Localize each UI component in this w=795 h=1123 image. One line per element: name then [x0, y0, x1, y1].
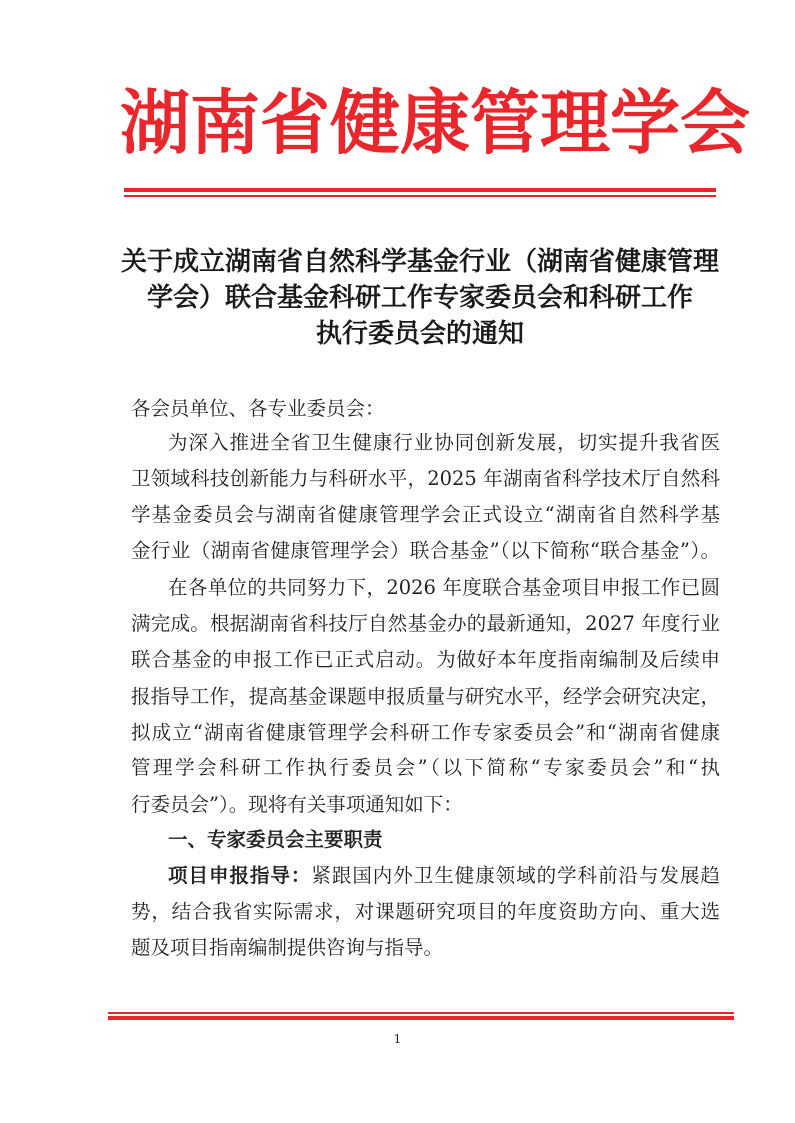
footer-rule-thin [108, 1012, 734, 1014]
body-line: 满完成。根据湖南省科技厅自然基金办的最新通知，2027 年度行业 [131, 612, 720, 635]
body-line: 在各单位的共同努力下，2026 年度联合基金项目申报工作已圆 [168, 576, 720, 599]
title-line: 关于成立湖南省自然科学基金行业（湖南省健康管理 [120, 247, 719, 277]
footer-rule-thick [108, 1016, 734, 1020]
body-line: 金行业（湖南省健康管理学会）联合基金”（以下简称“联合基金”）。 [131, 539, 720, 562]
body-line: 学基金委员会与湖南省健康管理学会正式设立“湖南省自然科学基 [131, 503, 720, 526]
body-line: 为深入推进全省卫生健康行业协同创新发展，切实提升我省医 [168, 431, 720, 454]
body-line: 联合基金的申报工作已正式启动。为做好本年度指南编制及后续申 [131, 648, 720, 671]
page-number: 1 [393, 1032, 402, 1046]
body-line: 题及项目指南编制提供咨询与指导。 [131, 936, 444, 959]
body-line: 行委员会”）。现将有关事项通知如下： [131, 793, 463, 816]
body-line: 卫领域科技创新能力与科研水平，2025 年湖南省科学技术厅自然科 [131, 467, 720, 490]
body-line: 势，结合我省实际需求，对课题研究项目的年度资助方向、重大选 [131, 900, 720, 923]
body-line: 拟成立“湖南省健康管理学会科研工作专家委员会”和“湖南省健康 [131, 721, 720, 744]
title-line: 学会）联合基金科研工作专家委员会和科研工作 [146, 283, 693, 313]
body-line: 管理学会科研工作执行委员会”（以下简称“专家委员会”和“执 [131, 756, 720, 779]
body-line: 报指导工作，提高基金课题申报质量与研究水平，经学会研究决定， [131, 685, 720, 708]
masthead-rule-thick [124, 188, 716, 192]
body-line [168, 858, 720, 894]
item-label: 项目申报指导： [168, 864, 312, 887]
salutation: 各会员单位、各专业委员会： [131, 397, 385, 420]
masthead-title: 湖南省健康管理学会 [120, 81, 750, 164]
item-text: 紧跟国内外卫生健康领域的学科前沿与发展趋 [311, 864, 720, 887]
section-heading: 一、专家委员会主要职责 [168, 828, 383, 851]
title-line: 执行委员会的通知 [315, 319, 524, 349]
masthead-rule-thin [124, 195, 716, 197]
